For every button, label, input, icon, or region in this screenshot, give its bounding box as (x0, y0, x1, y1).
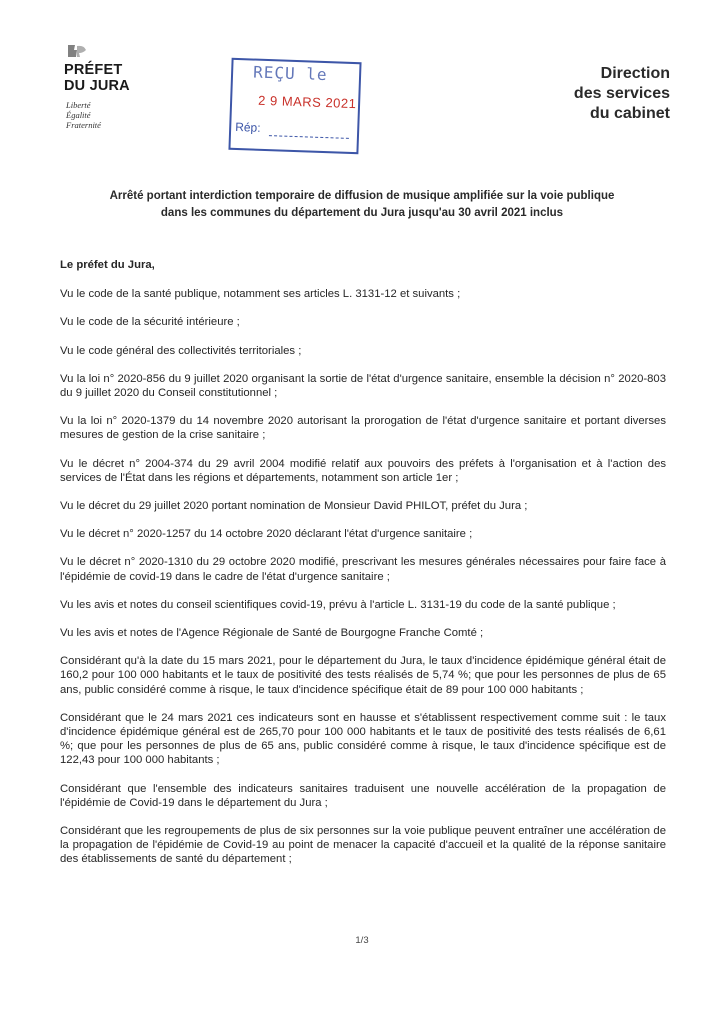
motto-fraternite: Fraternité (66, 120, 101, 130)
visa-paragraph: Vu la loi n° 2020-1379 du 14 novembre 2020 autorisant la prorogation de l'état d'urgence sanitaire et portant diverses mesures de gestion de la crise sanitaire ; (60, 415, 666, 442)
direction-line-2: des services (573, 85, 670, 102)
opening-line: Le préfet du Jura, (60, 259, 155, 271)
stamp-date: 2 9 MARS 2021 (257, 92, 357, 112)
received-stamp (228, 58, 361, 154)
visa-paragraph: Vu le décret n° 2004-374 du 29 avril 2004 modifié relatif aux pouvoirs des préfets à l'organisation et à l'action des services de l'État dans les régions et départements, notamment son article 1er ; (60, 457, 666, 484)
considering-paragraph: Considérant que l'ensemble des indicateurs sanitaires traduisent une nouvelle accélération de la propagation de l'épidémie de Covid-19 dans le département du Jura ; (60, 782, 666, 809)
page-number: 1/3 (355, 935, 369, 946)
visa-paragraph: Vu le code général des collectivités territoriales ; (60, 344, 302, 357)
considering-paragraph: Considérant que les regroupements de plus de six personnes sur la voie publique peuvent entraîner une accélération de la propagation de l'épidémie de Covid-19 au point de menacer la capacité d'accueil et la qualité de la réponse sanitaire des établissements de santé du département ; (60, 825, 666, 866)
motto-liberte: Liberté (66, 100, 91, 110)
stamp-reply-label: Rép: (234, 119, 261, 135)
visa-paragraph: Vu le code de la sécurité intérieure ; (60, 316, 240, 329)
stamp-received-label: REÇU le (252, 62, 328, 85)
direction-line-1: Direction (600, 65, 670, 82)
decree-title (60, 188, 664, 222)
direction-block (574, 64, 670, 124)
considering-paragraph: Considérant que le 24 mars 2021 ces indicateurs sont en hausse et s'établissent respectivement comme suit : le taux d'incidence épidémique général est de 265,70 pour 100 000 habitants et le taux de positivité des tests réalisés de 6,61 %; que pour les personnes de plus de 65 ans, public considéré comme à risque, le taux d'incidence spécifique est de 122,43 pour 100 000 habitants ; (60, 711, 666, 767)
visa-paragraph: Vu le décret du 29 juillet 2020 portant nomination de Monsieur David PHILOT, préfet du Jura ; (60, 500, 528, 513)
marianne-logo-icon (66, 44, 88, 58)
issuer-line-2: DU JURA (64, 78, 130, 94)
visa-paragraph: Vu le décret n° 2020-1310 du 29 octobre 2020 modifié, prescrivant les mesures générales nécessaires pour faire face à l'épidémie de covid-19 dans le cadre de l'état d'urgence sanitaire ; (60, 556, 666, 583)
visa-paragraph: Vu les avis et notes du conseil scientifiques covid-19, prévu à l'article L. 3131-19 du code de la santé publique ; (60, 598, 616, 611)
republic-motto (66, 100, 101, 130)
visa-paragraph: Vu la loi n° 2020-856 du 9 juillet 2020 organisant la sortie de l'état d'urgence sanitaire, ensemble la décision n° 2020-803 du 9 juillet 2020 du Conseil constitutionnel ; (60, 372, 666, 400)
direction-line-3: du cabinet (589, 105, 670, 122)
title-line-2: dans les communes du département du Jura jusqu'au 30 avril 2021 inclus (160, 207, 564, 219)
visa-paragraph: Vu le code de la santé publique, notamment ses articles L. 3131-12 et suivants ; (60, 288, 461, 301)
issuer-name (64, 62, 130, 94)
issuer-line-1: PRÉFET (64, 62, 123, 78)
considering-paragraph: Considérant qu'à la date du 15 mars 2021, pour le département du Jura, le taux d'incidence épidémique général était de 160,2 pour 100 000 habitants et le taux de positivité des tests réalisés de 5,74 %; que pour les personnes de plus de 65 ans, public considéré comme à risque, le taux d'incidence spécifique était de 89 pour 100 000 habitants ; (60, 655, 666, 696)
visa-paragraph: Vu les avis et notes de l'Agence Régionale de Santé de Bourgogne Franche Comté ; (60, 627, 484, 640)
visa-paragraph: Vu le décret n° 2020-1257 du 14 octobre 2020 déclarant l'état d'urgence sanitaire ; (60, 528, 473, 541)
stamp-dashed-line (269, 135, 349, 139)
motto-egalite: Égalité (66, 110, 91, 120)
decree-body (60, 258, 666, 881)
title-line-1: Arrêté portant interdiction temporaire de diffusion de musique amplifiée sur la voie publique (109, 190, 615, 202)
